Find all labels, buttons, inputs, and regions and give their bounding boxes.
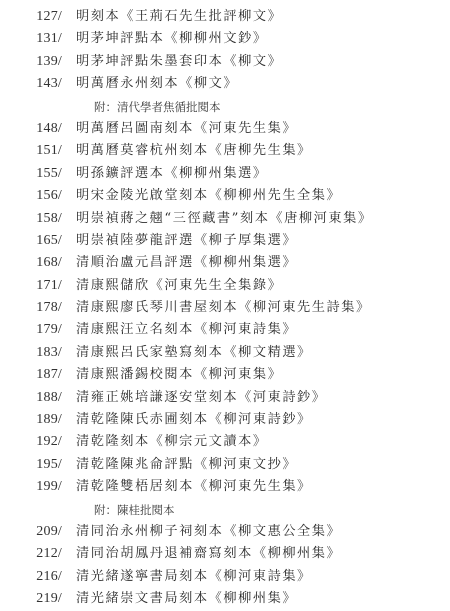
page-number: 165/: [36, 232, 62, 248]
contents-entry: [0, 252, 436, 274]
contents-entry: [0, 387, 436, 409]
page-number: 178/: [36, 300, 62, 316]
entry-title: 清康熙儲欣《河東先生全集錄》: [76, 277, 283, 293]
contents-entry: [0, 566, 436, 588]
entry-title: 清乾隆雙梧居刻本《柳河東先生集》: [76, 479, 312, 495]
page-number: 139/: [36, 53, 62, 69]
page-number: 189/: [36, 412, 62, 428]
contents-entry: [0, 342, 436, 364]
entry-title: 清康熙潘錫校閱本《柳河東集》: [76, 367, 283, 383]
entry-title: 明崇禎陸夢龍評選《柳子厚集選》: [76, 232, 298, 248]
entry-title: 清同治胡鳳丹退補齋寫刻本《柳柳州集》: [76, 546, 342, 562]
contents-entry: [0, 185, 436, 207]
page-number: 212/: [36, 546, 62, 562]
contents-entry: [0, 28, 436, 50]
contents-entry: [0, 140, 436, 162]
contents-list: [0, 6, 436, 611]
contents-entry: [0, 431, 436, 453]
entry-title: 清康熙汪立名刻本《柳河東詩集》: [76, 322, 298, 338]
page-number: 219/: [36, 591, 62, 607]
entry-title: 清乾隆刻本《柳宗元文讀本》: [76, 434, 268, 450]
entry-title: 明萬曆莫睿杭州刻本《唐柳先生集》: [76, 143, 312, 159]
contents-entry: [0, 319, 436, 341]
page-number: 131/: [36, 31, 62, 47]
entry-title: 明萬曆永州刻本《柳文》: [76, 76, 239, 92]
page-number: 155/: [36, 165, 62, 181]
contents-entry: [0, 230, 436, 252]
section-heading: 附：清代學者焦循批閱本: [94, 99, 221, 114]
contents-entry: [0, 6, 436, 28]
page-number: 143/: [36, 76, 62, 92]
entry-title: 清同治永州柳子祠刻本《柳文惠公全集》: [76, 523, 342, 539]
contents-entry: [0, 163, 436, 185]
page-number: 216/: [36, 568, 62, 584]
contents-entry: [0, 208, 436, 230]
entry-title: 明茅坤評點本《柳柳州文鈔》: [76, 31, 268, 47]
entry-title: 清光緒遂寧書局刻本《柳河東詩集》: [76, 568, 312, 584]
entry-title: 清康熙呂氏家塾寫刻本《柳文精選》: [76, 344, 312, 360]
contents-entry: [0, 73, 436, 95]
entry-title: 明宋金陵光啟堂刻本《柳柳州先生全集》: [76, 188, 342, 204]
page-number: 192/: [36, 434, 62, 450]
contents-entry: [0, 476, 436, 498]
page-number: 179/: [36, 322, 62, 338]
page-number: 171/: [36, 277, 62, 293]
contents-entry: [0, 521, 436, 543]
page-number: 195/: [36, 456, 62, 472]
entry-title: 清乾隆陳兆侖評點《柳河東文抄》: [76, 456, 298, 472]
page-number: 148/: [36, 120, 62, 136]
contents-entry: [0, 118, 436, 140]
entry-title: 明萬曆呂圖南刻本《河東先生集》: [76, 120, 298, 136]
page-number: 168/: [36, 255, 62, 271]
page-number: 188/: [36, 389, 62, 405]
page-number: 209/: [36, 523, 62, 539]
contents-entry: [0, 51, 436, 73]
entry-title: 清康熙廖氏琴川書屋刻本《柳河東先生詩集》: [76, 300, 371, 316]
entry-title: 清順治盧元昌評選《柳柳州集選》: [76, 255, 298, 271]
section-heading: 附：陳桂批閱本: [94, 502, 175, 517]
contents-entry: [0, 454, 436, 476]
page-number: 158/: [36, 210, 62, 226]
entry-title: 明刻本《王荊石先生批評柳文》: [76, 9, 283, 24]
contents-entry: [0, 364, 436, 386]
entry-title: 清光緒崇文書局刻本《柳柳州集》: [76, 591, 298, 607]
page-number: 187/: [36, 367, 62, 383]
page-number: 127/: [36, 9, 62, 24]
entry-title: 明孫鑛評選本《柳柳州集選》: [76, 165, 268, 181]
entry-title: 清乾隆陳氏赤圃刻本《柳河東詩鈔》: [76, 412, 312, 428]
page-number: 199/: [36, 479, 62, 495]
contents-entry: [0, 588, 436, 610]
page-number: 183/: [36, 344, 62, 360]
entry-title: 清雍正姚培謙逐安堂刻本《河東詩鈔》: [76, 389, 327, 405]
page-number: 151/: [36, 143, 62, 159]
contents-entry: [0, 409, 436, 431]
entry-title: 明崇禎蔣之翹“三徑藏書”刻本《唐柳河東集》: [76, 210, 373, 226]
contents-entry: [0, 275, 436, 297]
contents-entry: [0, 543, 436, 565]
contents-entry: [0, 297, 436, 319]
page-number: 156/: [36, 188, 62, 204]
entry-title: 明茅坤評點朱墨套印本《柳文》: [76, 53, 283, 69]
